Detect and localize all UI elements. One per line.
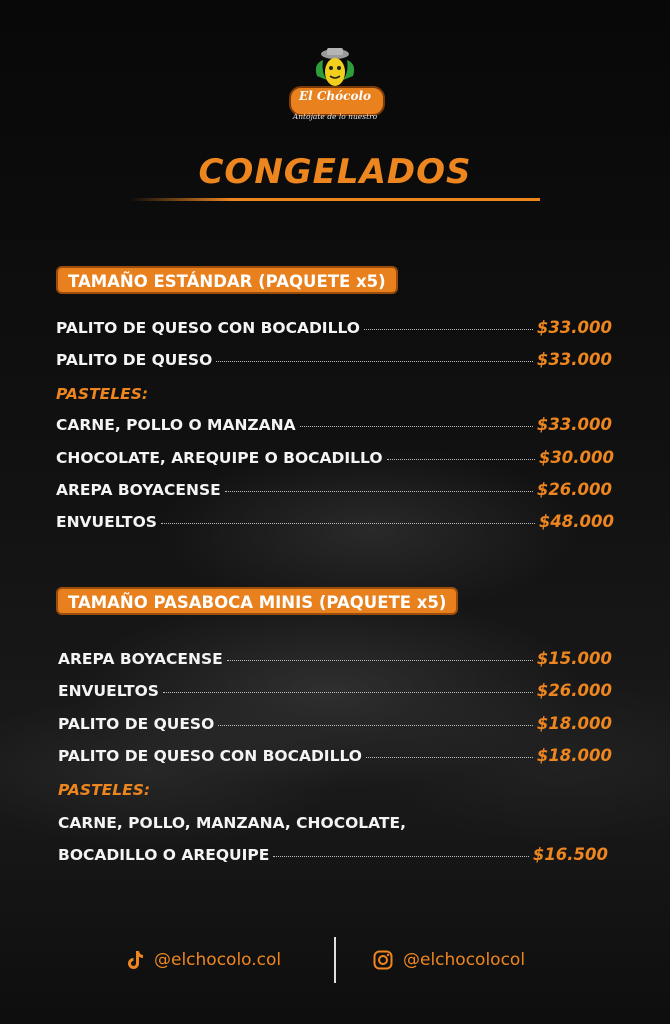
dot-leader <box>163 692 533 693</box>
instagram-handle: @elchocolocol <box>403 950 526 970</box>
item-price: $26.000 <box>536 480 612 499</box>
menu-item <box>58 845 608 869</box>
dot-leader <box>218 725 533 726</box>
brand-logo <box>285 46 385 126</box>
item-price: $26.000 <box>536 681 612 700</box>
item-price: $15.000 <box>536 649 612 668</box>
dot-leader <box>161 523 535 524</box>
menu-item <box>58 681 612 705</box>
item-name: CHOCOLATE, AREQUIPE O BOCADILLO <box>56 449 383 467</box>
logo-tagline: Antójate de lo nuestro <box>292 112 378 121</box>
dot-leader <box>227 660 533 661</box>
item-name: BOCADILLO O AREQUIPE <box>58 846 270 864</box>
item-price: $33.000 <box>536 350 612 369</box>
title-underline <box>130 198 540 201</box>
item-price: $30.000 <box>538 448 614 467</box>
item-name: AREPA BOYACENSE <box>56 481 221 499</box>
dot-leader <box>300 426 533 427</box>
item-name: ENVUELTOS <box>56 513 157 531</box>
logo-name: El Chócolo <box>298 89 372 103</box>
menu-item <box>56 448 614 472</box>
item-name: ENVUELTOS <box>58 682 159 700</box>
footer-divider <box>334 937 336 983</box>
menu-item <box>56 480 612 504</box>
dot-leader <box>273 856 529 857</box>
item-price: $18.000 <box>536 714 612 733</box>
item-name: PALITO DE QUESO CON BOCADILLO <box>58 747 362 765</box>
menu-item <box>58 714 612 738</box>
dot-leader <box>366 757 533 758</box>
pasteles-label: PASTELES: <box>58 781 151 799</box>
dot-leader <box>364 329 533 330</box>
tiktok-icon <box>126 950 144 970</box>
menu-item <box>56 512 614 536</box>
instagram-link[interactable] <box>373 950 525 970</box>
item-name: AREPA BOYACENSE <box>58 650 223 668</box>
page-title: CONGELADOS <box>198 152 472 192</box>
menu-item <box>56 415 612 439</box>
item-price: $18.000 <box>536 746 612 765</box>
instagram-icon <box>373 950 393 970</box>
pasteles-label: PASTELES: <box>56 385 149 403</box>
dot-leader <box>387 459 535 460</box>
item-name: PALITO DE QUESO CON BOCADILLO <box>56 319 360 337</box>
menu-item <box>58 746 612 770</box>
section-header-minis: TAMAÑO PASABOCA MINIS (PAQUETE x5) <box>56 587 458 615</box>
tiktok-handle: @elchocolo.col <box>154 950 282 970</box>
item-name: CARNE, POLLO O MANZANA <box>56 416 296 434</box>
item-name: PALITO DE QUESO <box>58 715 215 733</box>
item-name: PALITO DE QUESO <box>56 351 213 369</box>
menu-item <box>56 318 612 342</box>
section-header-standard: TAMAÑO ESTÁNDAR (PAQUETE x5) <box>56 266 398 294</box>
pasteles-flavors: CARNE, POLLO, MANZANA, CHOCOLATE, <box>58 814 406 832</box>
item-price: $48.000 <box>538 512 614 531</box>
item-price: $33.000 <box>536 318 612 337</box>
tiktok-link[interactable] <box>126 950 281 970</box>
menu-item <box>58 649 612 673</box>
dot-leader <box>216 361 533 362</box>
item-price: $16.500 <box>532 845 608 864</box>
dot-leader <box>225 491 533 492</box>
menu-item <box>56 350 612 374</box>
item-price: $33.000 <box>536 415 612 434</box>
corn-mascot-icon <box>309 46 361 90</box>
